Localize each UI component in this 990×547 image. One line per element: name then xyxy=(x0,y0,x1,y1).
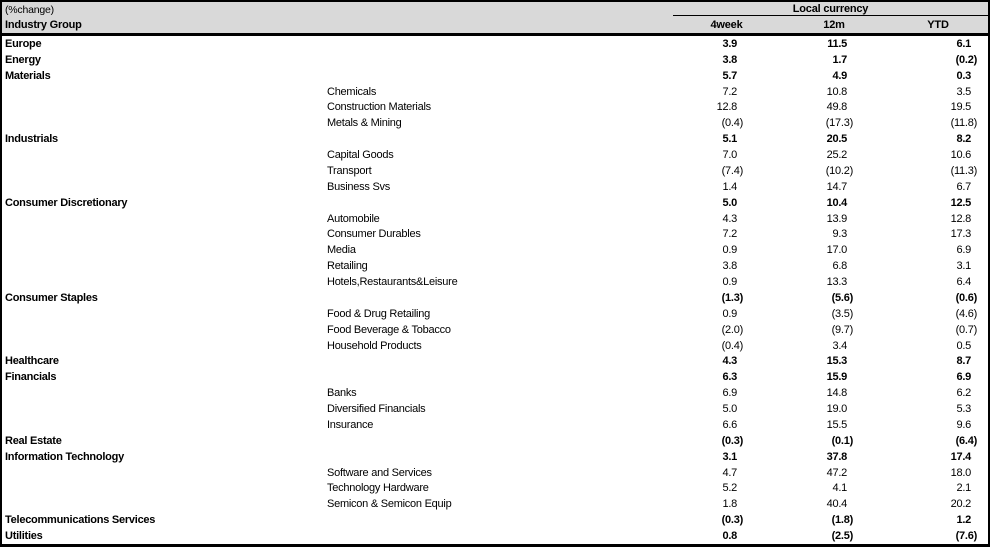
value: (2.5) xyxy=(831,530,853,543)
value-cell xyxy=(888,467,988,479)
value-cell xyxy=(673,117,780,129)
value: (11.8) xyxy=(950,117,977,130)
value-cell xyxy=(888,387,988,399)
value-cell xyxy=(888,292,988,304)
column-header-12m: 12m xyxy=(823,19,845,31)
value-cell xyxy=(673,371,780,383)
industry-group-label: Real Estate xyxy=(5,434,62,447)
value-cell xyxy=(673,355,780,367)
industry-subgroup-label: Metals & Mining xyxy=(327,117,402,130)
value: 40.4 xyxy=(826,498,847,511)
value-cell xyxy=(673,38,780,50)
value: 14.7 xyxy=(826,180,847,193)
value: 0.9 xyxy=(722,307,737,320)
value-cell xyxy=(673,387,780,399)
value-cell xyxy=(673,498,780,510)
value-cell xyxy=(780,70,888,82)
value: (6.4) xyxy=(955,434,977,447)
value: 11.5 xyxy=(827,37,847,50)
industry-subgroup-label: Technology Hardware xyxy=(327,482,429,495)
value-cell xyxy=(888,324,988,336)
value-cell xyxy=(673,181,780,193)
value-cell xyxy=(888,165,988,177)
value: 17.4 xyxy=(950,450,971,463)
value: (1.3) xyxy=(721,291,743,304)
table-row xyxy=(2,36,988,52)
value: 19.0 xyxy=(826,403,847,416)
value: 6.2 xyxy=(956,387,971,400)
value: 3.9 xyxy=(722,37,737,50)
value: 12.8 xyxy=(950,212,971,225)
table-row xyxy=(2,306,988,322)
value-cell xyxy=(888,260,988,272)
value: 25.2 xyxy=(826,149,847,162)
value-cell xyxy=(888,86,988,98)
value-cell xyxy=(673,340,780,352)
value: (0.7) xyxy=(955,323,977,336)
value: 9.6 xyxy=(956,418,971,431)
value-cell xyxy=(888,451,988,463)
value-cell xyxy=(780,133,888,145)
industry-subgroup-label: Household Products xyxy=(327,339,422,352)
industry-group-label: Telecommunications Services xyxy=(5,514,156,527)
value: (0.2) xyxy=(955,53,977,66)
value: 3.1 xyxy=(956,260,971,273)
table-row xyxy=(2,528,988,544)
table-row xyxy=(2,433,988,449)
value: 6.7 xyxy=(956,180,971,193)
table-row xyxy=(2,322,988,338)
table-row xyxy=(2,369,988,385)
value: 7.0 xyxy=(722,149,737,162)
value-cell xyxy=(673,514,780,526)
column-header-ytd: YTD xyxy=(927,19,949,31)
table-row xyxy=(2,147,988,163)
value-cell xyxy=(673,276,780,288)
industry-subgroup-label: Retailing xyxy=(327,260,368,273)
value: (2.0) xyxy=(721,323,743,336)
value-cell xyxy=(888,435,988,447)
table-row xyxy=(2,417,988,433)
table-row xyxy=(2,68,988,84)
value-cell xyxy=(673,451,780,463)
industry-subgroup-label: Media xyxy=(327,244,356,257)
value-cell xyxy=(780,213,888,225)
value-cell xyxy=(780,530,888,542)
value: (0.3) xyxy=(721,514,743,527)
value: 6.9 xyxy=(956,371,971,384)
value: 7.2 xyxy=(722,228,737,241)
value: 4.3 xyxy=(722,355,737,368)
industry-group-label: Europe xyxy=(5,37,42,50)
industry-group-label: Utilities xyxy=(5,530,43,543)
value: 17.0 xyxy=(826,244,847,257)
industry-subgroup-label: Insurance xyxy=(327,418,374,431)
table-row xyxy=(2,195,988,211)
table-row xyxy=(2,115,988,131)
table-row xyxy=(2,227,988,243)
value-cell xyxy=(780,308,888,320)
value-cell xyxy=(888,101,988,113)
value: (0.3) xyxy=(721,434,743,447)
value: 5.2 xyxy=(722,482,737,495)
value-cell xyxy=(780,482,888,494)
value: 1.2 xyxy=(956,514,971,527)
table-row xyxy=(2,465,988,481)
value: 4.3 xyxy=(722,212,737,225)
value: 5.7 xyxy=(722,69,737,82)
value: 37.8 xyxy=(826,450,847,463)
table-row xyxy=(2,338,988,354)
value: 1.7 xyxy=(832,53,847,66)
value-cell xyxy=(888,197,988,209)
table-row xyxy=(2,258,988,274)
value: 13.3 xyxy=(826,276,847,289)
column-header-row xyxy=(2,18,988,33)
value: 6.1 xyxy=(956,37,971,50)
value-cell xyxy=(888,213,988,225)
value: (9.7) xyxy=(831,323,853,336)
value: (0.6) xyxy=(955,291,977,304)
value: 4.1 xyxy=(832,482,847,495)
value: 12.5 xyxy=(950,196,971,209)
value-cell xyxy=(780,149,888,161)
value-cell xyxy=(673,101,780,113)
table-row xyxy=(2,52,988,68)
table-row xyxy=(2,274,988,290)
value: 1.8 xyxy=(722,498,737,511)
table-row xyxy=(2,100,988,116)
value-cell xyxy=(888,498,988,510)
value: 0.8 xyxy=(722,530,737,543)
value-cell xyxy=(888,54,988,66)
value: 13.9 xyxy=(826,212,847,225)
column-header-4week: 4week xyxy=(710,19,743,31)
value: 15.5 xyxy=(826,418,847,431)
value: (3.5) xyxy=(831,307,853,320)
value: 17.3 xyxy=(950,228,971,241)
value: 6.9 xyxy=(722,387,737,400)
value-cell xyxy=(888,308,988,320)
value-cell xyxy=(780,197,888,209)
table-header xyxy=(2,2,988,36)
value-cell xyxy=(673,435,780,447)
value-cell xyxy=(888,419,988,431)
industry-group-label: Financials xyxy=(5,371,57,384)
table-row xyxy=(2,401,988,417)
table-row xyxy=(2,512,988,528)
value-cell xyxy=(888,340,988,352)
value: 6.8 xyxy=(832,260,847,273)
value-cell xyxy=(673,149,780,161)
table-body xyxy=(2,36,988,544)
value-cell xyxy=(780,498,888,510)
value: 10.4 xyxy=(826,196,847,209)
value: (7.4) xyxy=(721,164,743,177)
value-cell xyxy=(673,165,780,177)
industry-group-header: Industry Group xyxy=(5,19,82,31)
value: 15.9 xyxy=(826,371,847,384)
value-cell xyxy=(780,101,888,113)
percent-change-label: (%change) xyxy=(5,4,54,16)
value: (11.3) xyxy=(950,164,977,177)
value: (0.4) xyxy=(721,339,743,352)
value-cell xyxy=(780,371,888,383)
value: (7.6) xyxy=(955,530,977,543)
value-cell xyxy=(888,403,988,415)
value: (4.6) xyxy=(955,307,977,320)
value-cell xyxy=(673,530,780,542)
value-cell xyxy=(673,419,780,431)
value-cell xyxy=(780,514,888,526)
value-cell xyxy=(673,467,780,479)
value-cell xyxy=(888,181,988,193)
value-cell xyxy=(673,308,780,320)
value: (17.3) xyxy=(825,117,853,130)
value-cell xyxy=(780,54,888,66)
value-cell xyxy=(888,482,988,494)
value-cell xyxy=(673,482,780,494)
value-cell xyxy=(780,181,888,193)
table-row xyxy=(2,496,988,512)
value-cell xyxy=(780,435,888,447)
value: 14.8 xyxy=(826,387,847,400)
industry-group-label: Industrials xyxy=(5,133,58,146)
table-row xyxy=(2,481,988,497)
value-cell xyxy=(888,70,988,82)
value: 20.2 xyxy=(950,498,971,511)
value: 19.5 xyxy=(950,101,971,114)
table-row xyxy=(2,211,988,227)
value-cell xyxy=(780,276,888,288)
value: 6.3 xyxy=(722,371,737,384)
value: 9.3 xyxy=(832,228,847,241)
value: 4.9 xyxy=(832,69,847,82)
value-cell xyxy=(673,54,780,66)
table-row xyxy=(2,163,988,179)
value-cell xyxy=(673,86,780,98)
value-cell xyxy=(888,133,988,145)
industry-subgroup-label: Software and Services xyxy=(327,466,432,479)
table-row xyxy=(2,290,988,306)
value-cell xyxy=(780,228,888,240)
value: 5.0 xyxy=(722,196,737,209)
value-cell xyxy=(780,467,888,479)
industry-subgroup-label: Construction Materials xyxy=(327,101,431,114)
industry-subgroup-label: Capital Goods xyxy=(327,149,394,162)
industry-subgroup-label: Semicon & Semicon Equip xyxy=(327,498,452,511)
value: 10.6 xyxy=(950,149,971,162)
value-cell xyxy=(888,117,988,129)
industry-subgroup-label: Diversified Financials xyxy=(327,403,426,416)
table-row xyxy=(2,131,988,147)
value-cell xyxy=(673,197,780,209)
value-cell xyxy=(780,292,888,304)
industry-group-label: Information Technology xyxy=(5,450,124,463)
industry-subgroup-label: Banks xyxy=(327,387,357,400)
value: 6.6 xyxy=(722,418,737,431)
value-cell xyxy=(888,38,988,50)
industry-group-label: Consumer Staples xyxy=(5,291,98,304)
value-cell xyxy=(780,260,888,272)
industry-subgroup-label: Hotels,Restaurants&Leisure xyxy=(327,276,458,289)
value-cell xyxy=(888,276,988,288)
value-cell xyxy=(888,371,988,383)
value: 8.7 xyxy=(956,355,971,368)
value-cell xyxy=(888,228,988,240)
value: 20.5 xyxy=(826,133,847,146)
local-currency-group-header: Local currency xyxy=(673,2,988,16)
value: 1.4 xyxy=(722,180,737,193)
value: 0.9 xyxy=(722,276,737,289)
value-cell xyxy=(780,451,888,463)
value: (1.8) xyxy=(831,514,853,527)
value: 3.8 xyxy=(722,260,737,273)
value: (0.4) xyxy=(721,117,743,130)
industry-subgroup-label: Consumer Durables xyxy=(327,228,421,241)
value-cell xyxy=(780,355,888,367)
table-row xyxy=(2,84,988,100)
value: 8.2 xyxy=(956,133,971,146)
value: 0.5 xyxy=(956,339,971,352)
value-cell xyxy=(673,228,780,240)
value: 49.8 xyxy=(826,101,847,114)
value: 7.2 xyxy=(722,85,737,98)
table-row xyxy=(2,449,988,465)
value: 3.4 xyxy=(832,339,847,352)
value-cell xyxy=(780,165,888,177)
value: (0.1) xyxy=(831,434,853,447)
value: 12.8 xyxy=(716,101,737,114)
value-cell xyxy=(673,70,780,82)
value: 3.5 xyxy=(956,85,971,98)
value-cell xyxy=(780,324,888,336)
industry-group-label: Consumer Discretionary xyxy=(5,196,128,209)
industry-group-label: Materials xyxy=(5,69,51,82)
industry-subgroup-label: Automobile xyxy=(327,212,380,225)
value: 5.0 xyxy=(722,403,737,416)
value: 47.2 xyxy=(826,466,847,479)
value-cell xyxy=(780,86,888,98)
value-cell xyxy=(673,133,780,145)
value: 15.3 xyxy=(826,355,847,368)
industry-subgroup-label: Food Beverage & Tobacco xyxy=(327,323,451,336)
industry-subgroup-label: Food & Drug Retailing xyxy=(327,307,430,320)
value-cell xyxy=(673,403,780,415)
value: 3.8 xyxy=(722,53,737,66)
value-cell xyxy=(673,244,780,256)
table-row xyxy=(2,385,988,401)
value: 18.0 xyxy=(950,466,971,479)
value-cell xyxy=(780,419,888,431)
value-cell xyxy=(673,292,780,304)
value: 5.1 xyxy=(722,133,737,146)
value: 3.1 xyxy=(722,450,737,463)
industry-group-label: Energy xyxy=(5,53,41,66)
value-cell xyxy=(888,244,988,256)
industry-subgroup-label: Transport xyxy=(327,164,372,177)
value-cell xyxy=(780,38,888,50)
value: (5.6) xyxy=(831,291,853,304)
value-cell xyxy=(888,149,988,161)
value-cell xyxy=(780,244,888,256)
value: 4.7 xyxy=(722,466,737,479)
value-cell xyxy=(780,403,888,415)
value: 5.3 xyxy=(956,403,971,416)
value: 6.4 xyxy=(956,276,971,289)
industry-subgroup-label: Business Svs xyxy=(327,180,391,193)
value-cell xyxy=(673,260,780,272)
value-cell xyxy=(673,213,780,225)
value: (10.2) xyxy=(825,164,853,177)
value: 6.9 xyxy=(956,244,971,257)
table-row xyxy=(2,179,988,195)
value: 2.1 xyxy=(956,482,971,495)
value-cell xyxy=(673,324,780,336)
value-cell xyxy=(888,530,988,542)
table-row xyxy=(2,242,988,258)
value: 10.8 xyxy=(826,85,847,98)
value: 0.3 xyxy=(956,69,971,82)
value-cell xyxy=(780,340,888,352)
table-row xyxy=(2,354,988,370)
industry-group-label: Healthcare xyxy=(5,355,59,368)
value: 0.9 xyxy=(722,244,737,257)
industry-subgroup-label: Chemicals xyxy=(327,85,377,98)
value-cell xyxy=(888,355,988,367)
value-cell xyxy=(888,514,988,526)
value-cell xyxy=(780,387,888,399)
value-cell xyxy=(780,117,888,129)
